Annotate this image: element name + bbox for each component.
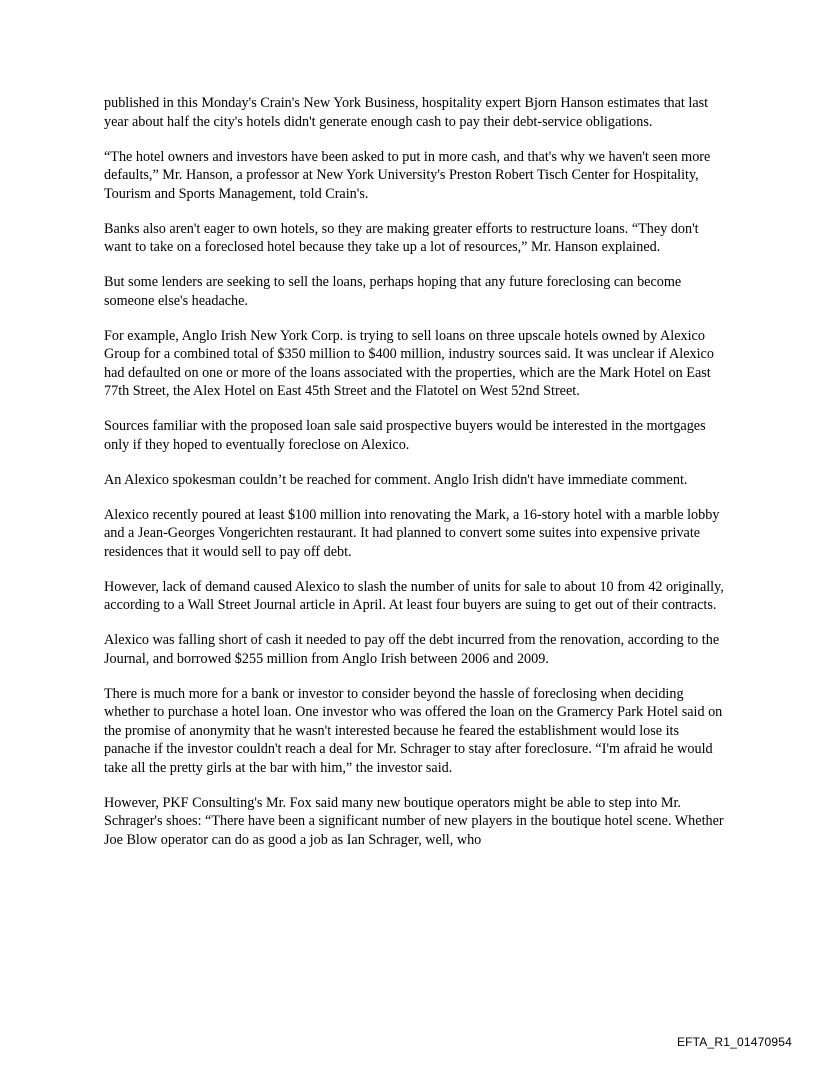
document-id-stamp: EFTA_R1_01470954 [676,1035,792,1049]
paragraph: For example, Anglo Irish New York Corp. is trying to sell loans on three upscale hotels owned by Alexico Group for a combined total of $350 million to $400 million, industry sources said. It was unclear if Alexico had defaulted on one or more of the loans associated with the properties, which are the Mark Hotel on East 77th Street, the Alex Hotel on East 45th Street and the Flatotel on West 52nd Street. [104,327,714,399]
paragraph: There is much more for a bank or investor to consider beyond the hassle of foreclosing when deciding whether to purchase a hotel loan. One investor who was offered the loan on the Gramercy Park Hotel said on the promise of anonymity that he wasn't interested because he feared the establishment would lose its panache if the investor couldn't reach a deal for Mr. Schrager to stay after foreclosure. “I'm afraid he would take all the pretty girls at the bar with him,” the investor said. [104,685,723,776]
paragraph: However, lack of demand caused Alexico to slash the number of units for sale to about 10 from 42 originally, according to a Wall Street Journal article in April. At least four buyers are suing to get out of their contracts. [104,578,724,613]
paragraph: published in this Monday's Crain's New York Business, hospitality expert Bjorn Hanson estimates that last year about half the city's hotels didn't generate enough cash to pay their debt-service obligations. [104,95,709,130]
paragraph: Banks also aren't eager to own hotels, so they are making greater efforts to restructure loans. “They don't want to take on a foreclosed hotel because they take up a lot of resources,” Mr. Hanson explained. [104,220,699,255]
article-body [104,94,726,866]
paragraph: Alexico recently poured at least $100 million into renovating the Mark, a 16-story hotel with a marble lobby and a Jean-Georges Vongerichten restaurant. It had planned to convert some suites into expensive private residences that it would sell to pay off debt. [104,506,720,560]
paragraph: Sources familiar with the proposed loan sale said prospective buyers would be interested in the mortgages only if they hoped to eventually foreclose on Alexico. [104,418,706,453]
paragraph: But some lenders are seeking to sell the loans, perhaps hoping that any future foreclosing can become someone else's headache. [104,274,682,309]
paragraph: Alexico was falling short of cash it needed to pay off the debt incurred from the renovation, according to the Journal, and borrowed $255 million from Anglo Irish between 2006 and 2009. [104,632,720,667]
paragraph: An Alexico spokesman couldn’t be reached for comment. Anglo Irish didn't have immediate comment. [104,471,688,488]
paragraph: “The hotel owners and investors have been asked to put in more cash, and that's why we haven't seen more defaults,” Mr. Hanson, a professor at New York University's Preston Robert Tisch Center for Hospitality, Tourism and Sports Management, told Crain's. [104,148,711,202]
paragraph: However, PKF Consulting's Mr. Fox said many new boutique operators might be able to step into Mr. Schrager's shoes: “There have been a significant number of new players in the boutique hotel scene. Whether Joe Blow operator can do as good a job as Ian Schrager, well, who [104,794,724,848]
